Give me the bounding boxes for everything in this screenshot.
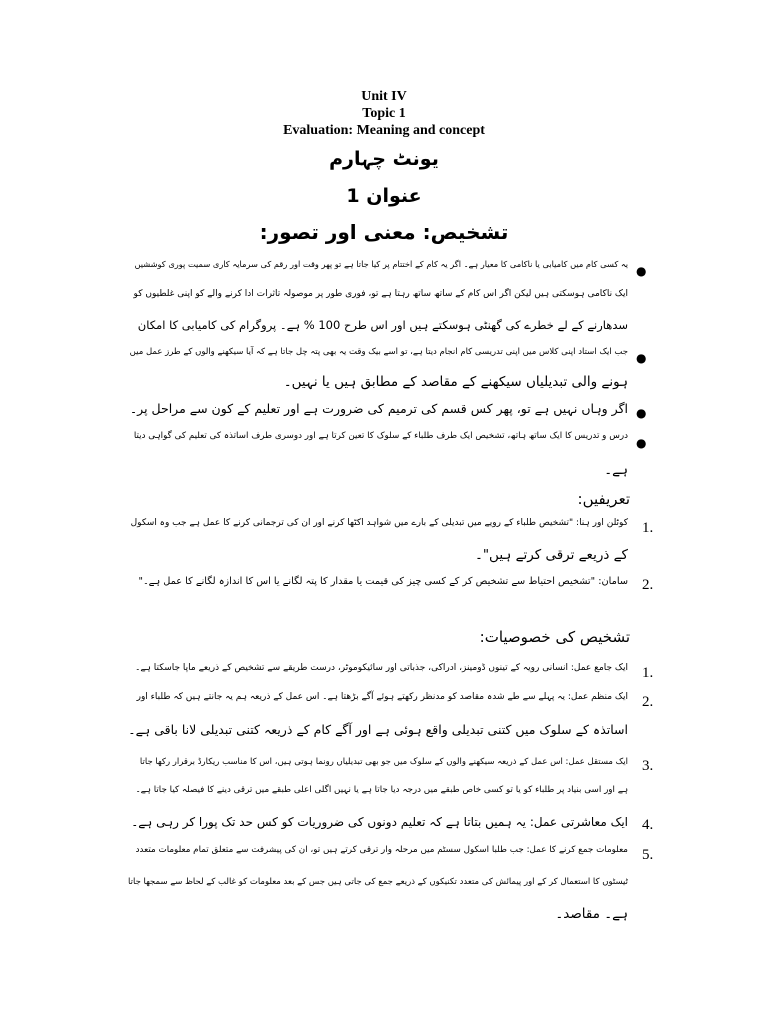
- bullet-2-line-1: جب ایک استاد اپنی کلاس میں اپنی تدریسی کام انجام دیتا ہے، تو اسے بیک وقت یہ بھی پتہ چل جاتا ہے کہ آیا سیکھنے والوں کے طرز عمل میں: [129, 347, 628, 357]
- bullet-dot: ●: [636, 436, 647, 450]
- urdu-section-title: تشخیص: معنی اور تصور:: [259, 220, 509, 244]
- characteristics-heading: تشخیص کی خصوصیات:: [479, 628, 630, 646]
- definition-1-line-2: کے ذریعے ترقی کرتے ہیں"۔: [474, 547, 628, 563]
- topic-label: Topic 1: [362, 106, 406, 121]
- bullet-2-line-2: ہونے والی تبدیلیاں سیکھنے کے مقاصد کے مطابق ہیں یا نہیں۔: [283, 374, 628, 390]
- bullet-1-line-2: ایک ناکامی ہوسکتی ہیں لیکن اگر اس کام کے ساتھ ساتھ رہتا ہے تو، فوری طور پر موصولہ تاثرات ادا کرنے والے کو اپنی غلطیوں کو: [133, 289, 628, 299]
- characteristic-number: 5.: [642, 847, 654, 863]
- characteristic-5-line-2: ٹیسٹوں کا استعمال کر کے اور پیمائش کی متعدد تکنیکوں کے ذریعے جمع کی جاتی ہیں جس کے بعد معلومات کو غالب کے لحاظ سے سمجھا جاتا: [128, 877, 628, 887]
- characteristic-number: 2.: [642, 694, 654, 710]
- definitions-heading: تعریفیں:: [577, 490, 630, 508]
- definition-1-line-1: کوٹلن اور ہنا: "تشخیص طلباء کے رویے میں تبدیلی کے بارے میں شواہد اکٹھا کرنے اور ان کی ترجمانی کرنے کا عمل ہے جب وہ اسکول: [130, 518, 628, 528]
- characteristic-1-line-1: ایک جامع عمل: انسانی رویہ کے تینوں ڈومینز، ادراکی، جذباتی اور سائیکوموٹر، درست طریقے سے تشخیص کے ذریعے ماپا جاسکتا ہے۔: [135, 663, 628, 673]
- characteristic-3-line-1: ایک مستقل عمل: اس عمل کے ذریعہ سیکھنے والوں کے سلوک میں جو بھی تبدیلیاں رونما ہوتی ہیں، اس کا مناسب ریکارڈ برقرار رکھا جاتا: [139, 757, 628, 767]
- definition-number: 1.: [642, 520, 654, 536]
- characteristic-number: 4.: [642, 817, 654, 833]
- bullet-dot: ●: [636, 351, 647, 365]
- english-header: [0, 88, 768, 139]
- characteristic-5-line-1: معلومات جمع کرنے کا عمل: جب طلبا اسکول سسٹم میں مرحلہ وار ترقی کرتے ہیں تو، ان کی پیشرفت سے متعلق تمام معلومات متعدد: [135, 845, 628, 855]
- characteristic-5-line-3: ہے۔ مقاصد۔: [555, 906, 628, 922]
- urdu-topic-title: عنوان 1: [346, 185, 422, 207]
- characteristic-2-line-1: ایک منظم عمل: یہ پہلے سے طے شدہ مقاصد کو مدنظر رکھتے ہوئے آگے بڑھتا ہے۔ اس عمل کے ذریعہ ہم یہ جانتے ہیں کہ طلباء اور: [136, 692, 628, 702]
- definition-2-line-1: سامان: "تشخیص احتیاط سے تشخیص کر کے کسی چیز کی قیمت یا مقدار کا پتہ لگانے یا اس کا اندازہ لگانے کا عمل ہے۔": [138, 576, 628, 587]
- bullet-4-line-2: ہے۔: [604, 462, 628, 478]
- bullet-dot: ●: [636, 264, 647, 278]
- characteristic-4-line-1: ایک معاشرتی عمل: یہ ہمیں بتاتا ہے کہ تعلیم دونوں کی ضروریات کو کس حد تک پورا کر رہی ہے۔: [131, 815, 628, 829]
- definition-number: 2.: [642, 577, 654, 593]
- bullet-3-line-1: اگر وہاں نہیں ہے تو، پھر کس قسم کی ترمیم کی ضرورت ہے اور تعلیم کے کون سے مراحل پر۔: [129, 401, 628, 416]
- characteristic-number: 3.: [642, 758, 654, 774]
- characteristic-2-line-2: اساتذہ کے سلوک میں کتنی تبدیلی واقع ہوئی ہے اور آگے کام کے ذریعہ کتنی تبدیلی لانا باقی ہے۔: [128, 722, 628, 737]
- characteristic-3-line-2: ہے اور اسی بنیاد پر طلباء کو یا تو کسی خاص طبقے میں درجہ دیا جاتا ہے یا نہیں اگلی اعلی طبقے میں ترقی دینے کا فیصلہ کیا جاتا ہے۔: [135, 785, 628, 795]
- document-title: Evaluation: Meaning and concept: [283, 123, 485, 138]
- unit-label: Unit IV: [361, 89, 407, 104]
- bullet-1-line-3: سدھارنے کے لے خطرے کی گھنٹی ہوسکتے ہیں اور اس طرح 100 % ہے۔ پروگرام کی کامیابی کا امکان: [137, 318, 628, 332]
- characteristic-number: 1.: [642, 665, 654, 681]
- bullet-4-line-1: درس و تدریس کا ایک ساتھ ہاتھ، تشخیص ایک طرف طلباء کے سلوک کا تعین کرتا ہے اور دوسری طرف اساتذہ کی تعلیم کی گواہی دیتا: [133, 431, 628, 441]
- bullet-1-line-1: یہ کسی کام میں کامیابی یا ناکامی کا معیار ہے۔ اگر یہ کام کے اختتام پر کیا جاتا ہے تو پھر وقت اور رقم کی سرمایہ کاری سمیت پوری کوششیں: [134, 259, 628, 269]
- bullet-dot: ●: [636, 406, 647, 420]
- urdu-unit-title: یونٹ چہارم: [329, 148, 439, 170]
